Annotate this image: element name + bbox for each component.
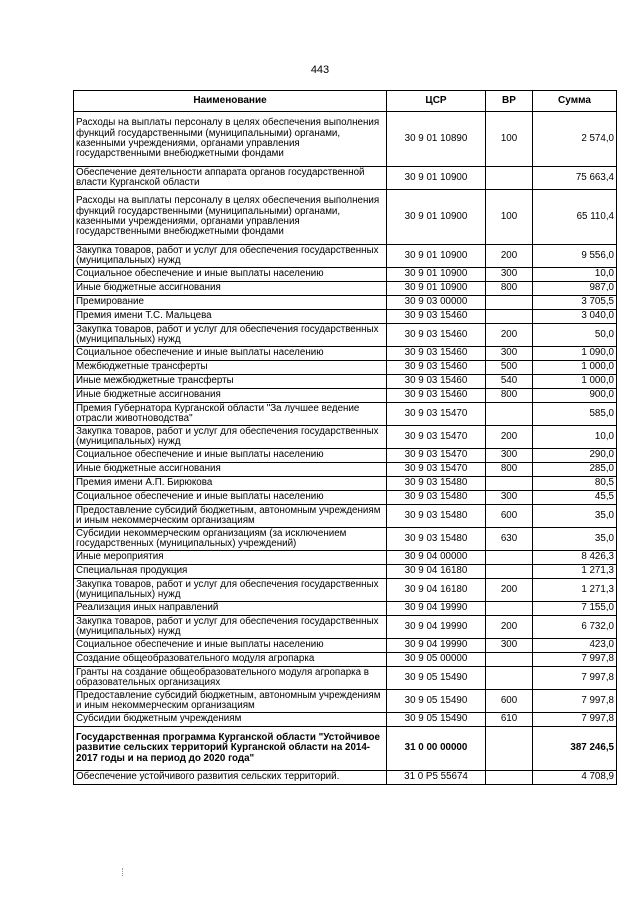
cell-sum: 7 997,8 (533, 653, 617, 667)
cell-csr: 30 9 04 16180 (387, 565, 486, 579)
table-row (74, 528, 617, 551)
table-row (74, 653, 617, 667)
cell-vr (486, 296, 533, 310)
cell-csr: 30 9 05 15490 (387, 690, 486, 713)
table-row (74, 449, 617, 463)
cell-vr: 800 (486, 463, 533, 477)
cell-vr: 100 (486, 190, 533, 245)
cell-sum: 9 556,0 (533, 245, 617, 268)
cell-csr: 30 9 04 19990 (387, 616, 486, 639)
cell-vr: 630 (486, 528, 533, 551)
cell-name: Премирование (74, 296, 387, 310)
cell-csr: 30 9 03 15460 (387, 310, 486, 324)
cell-name: Премия имени Т.С. Мальцева (74, 310, 387, 324)
scan-mark (122, 868, 125, 876)
table-body (74, 112, 617, 785)
cell-csr: 30 9 03 15460 (387, 324, 486, 347)
table-row (74, 667, 617, 690)
cell-sum: 45,5 (533, 491, 617, 505)
cell-csr: 30 9 03 15470 (387, 426, 486, 449)
cell-sum: 1 000,0 (533, 375, 617, 389)
cell-name: Расходы на выплаты персоналу в целях обеспечения выполнения функций государственными (муниципальными) органами, казенными учреждениями, органами управления государственными внебюджетными фондами (74, 190, 387, 245)
cell-sum: 50,0 (533, 324, 617, 347)
header-name: Наименование (74, 91, 387, 112)
cell-csr: 30 9 01 10900 (387, 167, 486, 190)
cell-csr: 30 9 01 10900 (387, 268, 486, 282)
header-csr: ЦСР (387, 91, 486, 112)
cell-sum: 900,0 (533, 389, 617, 403)
table-row (74, 167, 617, 190)
cell-sum: 387 246,5 (533, 727, 617, 771)
cell-sum: 7 997,8 (533, 713, 617, 727)
cell-sum: 35,0 (533, 505, 617, 528)
cell-sum: 1 271,3 (533, 579, 617, 602)
cell-csr: 30 9 03 15480 (387, 477, 486, 491)
table-row (74, 245, 617, 268)
table-row (74, 505, 617, 528)
cell-name: Иные бюджетные ассигнования (74, 463, 387, 477)
cell-vr: 100 (486, 112, 533, 167)
table-row (74, 565, 617, 579)
cell-sum: 10,0 (533, 268, 617, 282)
cell-vr: 800 (486, 389, 533, 403)
cell-csr: 30 9 03 00000 (387, 296, 486, 310)
table-row (74, 347, 617, 361)
cell-vr (486, 477, 533, 491)
cell-name: Закупка товаров, работ и услуг для обеспечения государственных (муниципальных) нужд (74, 324, 387, 347)
cell-vr: 540 (486, 375, 533, 389)
cell-sum: 4 708,9 (533, 771, 617, 785)
cell-sum: 3 040,0 (533, 310, 617, 324)
cell-csr: 31 0 00 00000 (387, 727, 486, 771)
table-row (74, 389, 617, 403)
cell-sum: 35,0 (533, 528, 617, 551)
cell-sum: 585,0 (533, 403, 617, 426)
cell-name: Закупка товаров, работ и услуг для обеспечения государственных (муниципальных) нужд (74, 426, 387, 449)
cell-vr: 300 (486, 639, 533, 653)
cell-vr (486, 551, 533, 565)
cell-sum: 7 997,8 (533, 690, 617, 713)
table-row (74, 296, 617, 310)
cell-sum: 7 155,0 (533, 602, 617, 616)
cell-vr (486, 771, 533, 785)
table-row (74, 361, 617, 375)
cell-name: Закупка товаров, работ и услуг для обеспечения государственных (муниципальных) нужд (74, 245, 387, 268)
cell-name: Социальное обеспечение и иные выплаты населению (74, 268, 387, 282)
table-row (74, 690, 617, 713)
cell-csr: 30 9 03 15470 (387, 403, 486, 426)
table-row (74, 268, 617, 282)
cell-name: Специальная продукция (74, 565, 387, 579)
cell-csr: 30 9 05 00000 (387, 653, 486, 667)
cell-name: Расходы на выплаты персоналу в целях обеспечения выполнения функций государственными (муниципальными) органами, казенными учреждениями, органами управления государственными внебюджетными фондами (74, 112, 387, 167)
cell-csr: 30 9 03 15480 (387, 505, 486, 528)
cell-name: Обеспечение устойчивого развития сельских территорий. (74, 771, 387, 785)
table-row (74, 491, 617, 505)
cell-vr (486, 403, 533, 426)
cell-sum: 80,5 (533, 477, 617, 491)
cell-name: Субсидии бюджетным учреждениям (74, 713, 387, 727)
cell-csr: 30 9 03 15460 (387, 389, 486, 403)
table-row (74, 426, 617, 449)
cell-sum: 65 110,4 (533, 190, 617, 245)
cell-csr: 30 9 04 00000 (387, 551, 486, 565)
cell-sum: 1 000,0 (533, 361, 617, 375)
cell-sum: 1 090,0 (533, 347, 617, 361)
cell-csr: 30 9 01 10890 (387, 112, 486, 167)
cell-vr: 200 (486, 579, 533, 602)
cell-vr (486, 310, 533, 324)
cell-name: Иные мероприятия (74, 551, 387, 565)
cell-csr: 30 9 03 15480 (387, 491, 486, 505)
cell-vr: 200 (486, 426, 533, 449)
cell-sum: 423,0 (533, 639, 617, 653)
cell-name: Создание общеобразовательного модуля агропарка (74, 653, 387, 667)
cell-sum: 2 574,0 (533, 112, 617, 167)
cell-csr: 30 9 04 16180 (387, 579, 486, 602)
table-row (74, 375, 617, 389)
table-row (74, 477, 617, 491)
page-number: 443 (310, 64, 330, 76)
cell-name: Иные межбюджетные трансферты (74, 375, 387, 389)
cell-name: Социальное обеспечение и иные выплаты населению (74, 347, 387, 361)
table-row (74, 771, 617, 785)
cell-name: Субсидии некоммерческим организациям (за исключением государственных (муниципальных) учреждений) (74, 528, 387, 551)
cell-csr: 30 9 03 15460 (387, 361, 486, 375)
table-row (74, 463, 617, 477)
cell-sum: 285,0 (533, 463, 617, 477)
cell-name: Социальное обеспечение и иные выплаты населению (74, 639, 387, 653)
table-row (74, 639, 617, 653)
cell-name: Обеспечение деятельности аппарата органов государственной власти Курганской области (74, 167, 387, 190)
table-row (74, 324, 617, 347)
table-row (74, 282, 617, 296)
cell-name: Закупка товаров, работ и услуг для обеспечения государственных (муниципальных) нужд (74, 579, 387, 602)
cell-name: Предоставление субсидий бюджетным, автономным учреждениям и иным некоммерческим организациям (74, 690, 387, 713)
table-row (74, 190, 617, 245)
cell-name: Социальное обеспечение и иные выплаты населению (74, 449, 387, 463)
cell-sum: 75 663,4 (533, 167, 617, 190)
cell-name: Социальное обеспечение и иные выплаты населению (74, 491, 387, 505)
cell-vr (486, 727, 533, 771)
table-row (74, 727, 617, 771)
table-row (74, 112, 617, 167)
cell-csr: 30 9 01 10900 (387, 245, 486, 268)
cell-vr: 200 (486, 324, 533, 347)
cell-csr: 30 9 03 15470 (387, 463, 486, 477)
table-row (74, 616, 617, 639)
cell-csr: 30 9 04 19990 (387, 602, 486, 616)
cell-vr: 800 (486, 282, 533, 296)
cell-csr: 30 9 05 15490 (387, 713, 486, 727)
cell-vr: 300 (486, 449, 533, 463)
cell-vr: 300 (486, 268, 533, 282)
cell-name: Гранты на создание общеобразовательного модуля агропарка в образовательных организациях (74, 667, 387, 690)
cell-vr: 600 (486, 505, 533, 528)
cell-csr: 30 9 05 15490 (387, 667, 486, 690)
cell-sum: 290,0 (533, 449, 617, 463)
table-row (74, 579, 617, 602)
table-row (74, 310, 617, 324)
header-sum: Сумма (533, 91, 617, 112)
cell-vr: 300 (486, 491, 533, 505)
table-row (74, 551, 617, 565)
cell-vr (486, 602, 533, 616)
cell-name: Закупка товаров, работ и услуг для обеспечения государственных (муниципальных) нужд (74, 616, 387, 639)
cell-sum: 3 705,5 (533, 296, 617, 310)
cell-vr: 200 (486, 616, 533, 639)
cell-csr: 30 9 01 10900 (387, 190, 486, 245)
cell-name: Иные бюджетные ассигнования (74, 389, 387, 403)
budget-table (73, 90, 617, 785)
cell-sum: 987,0 (533, 282, 617, 296)
cell-vr (486, 653, 533, 667)
table-row (74, 713, 617, 727)
cell-name: Премия Губернатора Курганской области "За лучшее ведение отрасли животноводства" (74, 403, 387, 426)
cell-name: Межбюджетные трансферты (74, 361, 387, 375)
cell-name: Государственная программа Курганской области "Устойчивое развитие сельских территорий Курганской области на 2014-2017 годы и на период до 2020 года" (74, 727, 387, 771)
cell-sum: 10,0 (533, 426, 617, 449)
cell-vr: 500 (486, 361, 533, 375)
cell-vr: 200 (486, 245, 533, 268)
cell-name: Предоставление субсидий бюджетным, автономным учреждениям и иным некоммерческим организациям (74, 505, 387, 528)
cell-vr: 610 (486, 713, 533, 727)
table-header-row (74, 91, 617, 112)
cell-sum: 1 271,3 (533, 565, 617, 579)
cell-vr (486, 667, 533, 690)
cell-name: Премия имени А.П. Бирюкова (74, 477, 387, 491)
cell-csr: 30 9 03 15480 (387, 528, 486, 551)
cell-csr: 31 0 Р5 55674 (387, 771, 486, 785)
cell-csr: 30 9 01 10900 (387, 282, 486, 296)
cell-name: Реализация иных направлений (74, 602, 387, 616)
cell-sum: 6 732,0 (533, 616, 617, 639)
table-row (74, 403, 617, 426)
cell-csr: 30 9 04 19990 (387, 639, 486, 653)
cell-csr: 30 9 03 15470 (387, 449, 486, 463)
cell-csr: 30 9 03 15460 (387, 347, 486, 361)
cell-vr: 600 (486, 690, 533, 713)
cell-vr (486, 565, 533, 579)
table-row (74, 602, 617, 616)
cell-csr: 30 9 03 15460 (387, 375, 486, 389)
cell-name: Иные бюджетные ассигнования (74, 282, 387, 296)
cell-vr (486, 167, 533, 190)
cell-sum: 8 426,3 (533, 551, 617, 565)
cell-sum: 7 997,8 (533, 667, 617, 690)
header-vr: ВР (486, 91, 533, 112)
cell-vr: 300 (486, 347, 533, 361)
